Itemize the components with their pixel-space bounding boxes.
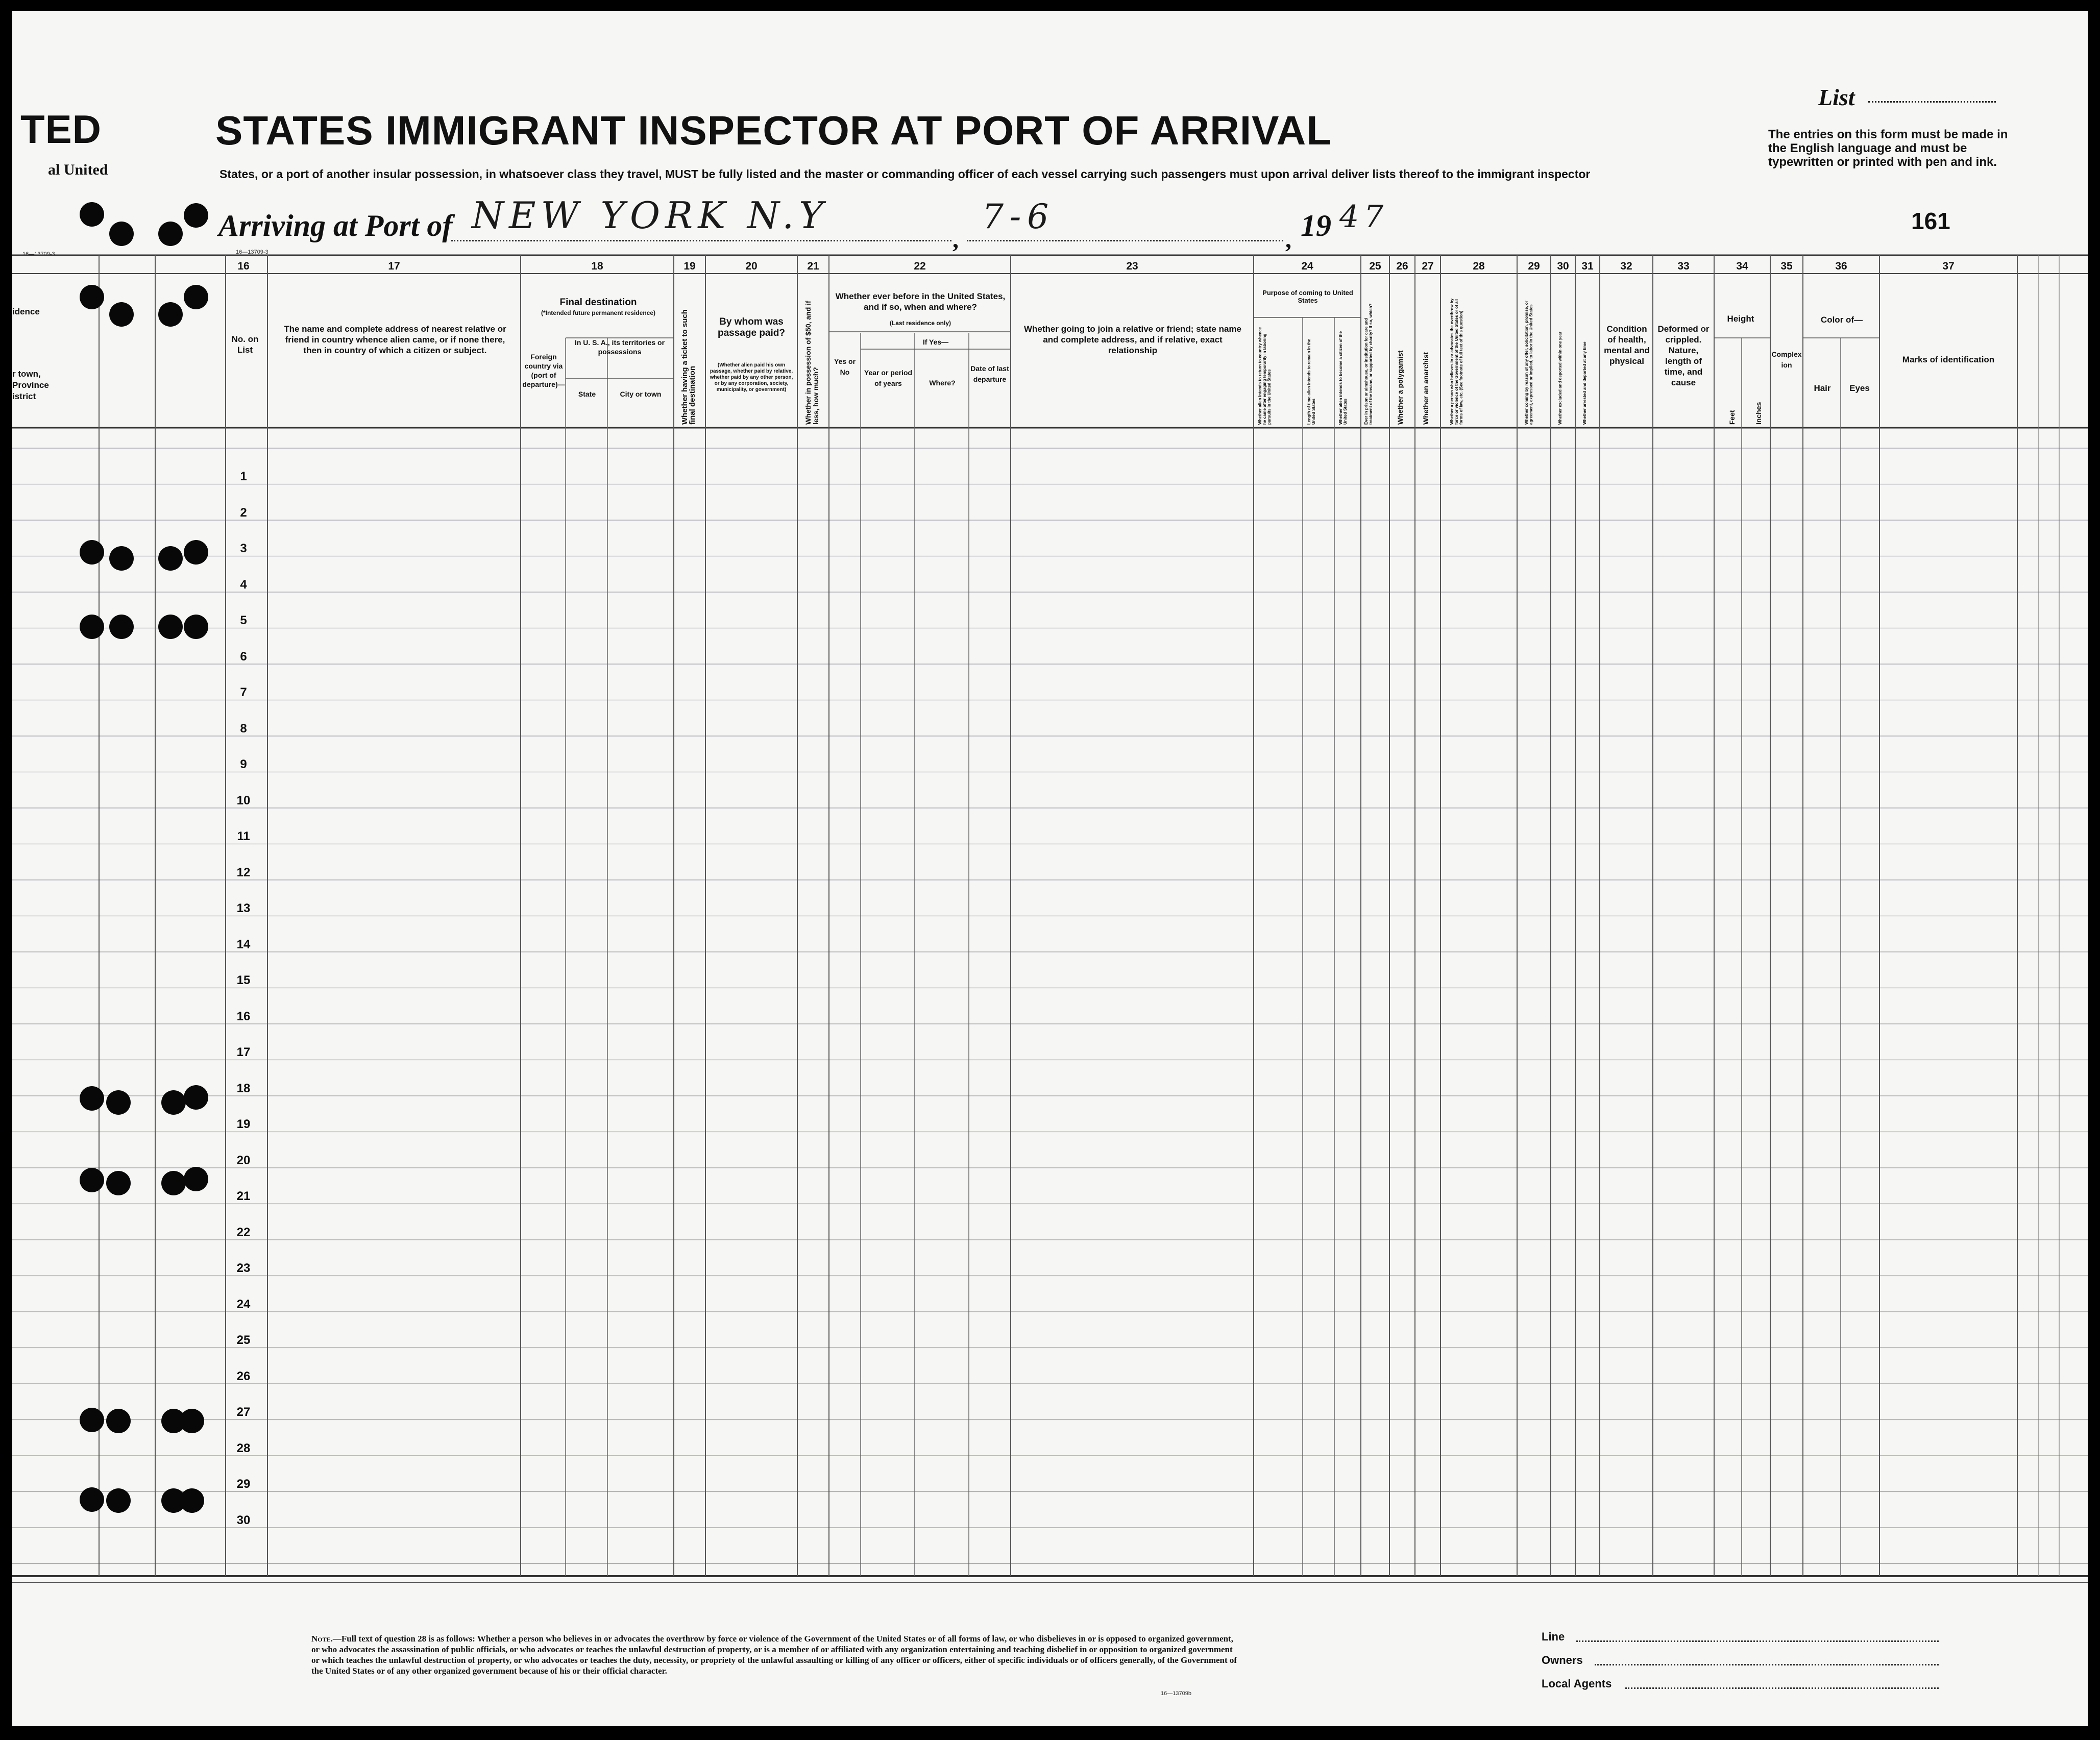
header-labor-offer: Whether coming by reason of any offer, solicitation, promise, or agreement, expressed or implied, to labor in the United States [1524,301,1533,425]
footer-form-code: 16—13709b [1161,1690,1191,1697]
col-num-21: 21 [807,260,819,272]
col-num-25: 25 [1369,260,1381,272]
row-number: 9 [240,757,247,771]
row-number: 13 [236,901,251,915]
header-year-or-period: Year or period of years [864,369,913,387]
punch-hole [80,1168,104,1192]
row-number: 2 [240,505,247,520]
punch-hole [109,546,134,571]
date-field-line [967,240,1283,241]
header-q28: Whether a person who believes in or advocates the overthrow by force or violence of the Government of the United States or of all forms of law, etc. (See footnote of full text of this question) [1450,298,1463,425]
col-num-22: 22 [914,260,926,272]
col-num-33: 33 [1677,260,1690,272]
row-number: 3 [240,542,247,555]
date-handwritten-entry[interactable]: 7-6 [982,197,1055,236]
col-num-24: 24 [1301,260,1313,272]
local-agents-field[interactable] [1625,1687,1939,1689]
owners-field[interactable] [1595,1664,1939,1665]
row-number: 15 [236,973,251,987]
row-number: 25 [236,1333,251,1347]
punch-hole [80,1487,104,1512]
punch-hole [184,615,208,639]
col-num-30: 30 [1557,260,1569,272]
punch-hole [184,540,208,565]
form-instructions: The entries on this form must be made in the English language and must be typewritten or printed with pen and ink. [1768,128,2008,169]
col-num-19: 19 [683,260,696,272]
punch-hole [109,302,134,327]
list-label: List [1818,84,1855,110]
header-in-usa: In U. S. A., its territories or possessions [574,338,665,356]
punch-hole [180,1488,204,1513]
header-no-on-list: No. on List [231,334,259,355]
punch-hole [106,1488,131,1513]
header-passage-paid-note: (Whether alien paid his own passage, whether paid by relative, whether paid by any other person, or by any corporation, society, municipality, or government) [710,362,793,393]
header-join-relative: Whether going to join a relative or friend; state name and complete address, and if relative, exact relationship [1023,324,1241,355]
comma-separator-2: , [1285,226,1291,253]
col-num-29: 29 [1528,260,1540,272]
punch-hole [158,615,183,639]
header-marks-identification: Marks of identification [1902,355,1995,364]
row-number: 28 [236,1441,251,1455]
col-num-37: 37 [1942,260,1955,272]
form-code-left: 16—13709-3 [22,251,55,257]
col-num-20: 20 [745,260,758,272]
col-num-34: 34 [1736,260,1748,272]
punch-hole [109,615,134,639]
port-field-line [451,240,951,241]
punch-hole [184,1167,208,1191]
header-purpose-citizen: Whether alien intends to become a citizen of the United States [1338,331,1348,425]
header-purpose-return: Whether alien intends to return to country whence he came after engaging temporarily in laboring pursuits in the United States [1258,327,1272,425]
punch-hole [184,285,208,309]
district-fragment-header: istrict [12,391,36,401]
header-final-destination-note: (*Intended future permanent residence) [541,309,656,316]
col-num-35: 35 [1780,260,1793,272]
punch-hole [80,615,104,639]
header-purpose: Purpose of coming to United States [1262,289,1353,304]
header-eyes: Eyes [1849,383,1870,393]
punch-hole [106,1090,131,1115]
punch-hole [80,285,104,309]
row-number: 1 [240,470,247,483]
header-complexion: Complexion [1771,350,1802,369]
row-number: 22 [236,1225,251,1239]
header-deformed: Deformed or crippled. Nature, length of time, and cause [1657,324,1710,387]
row-number: 29 [236,1477,251,1491]
header-anarchist: Whether an anarchist [1422,352,1430,425]
punch-hole [184,1085,208,1110]
town-fragment-header: r town, [12,369,41,379]
header-ever-before: Whether ever before in the United States, and if so, when and where? [835,291,1006,312]
footer-note-lead: Note. [311,1634,333,1644]
header-yes-or-no: Yes or No [834,357,856,376]
header-last-residence: (Last residence only) [889,320,951,327]
row-number: 26 [236,1369,251,1383]
row-number: 7 [240,685,247,699]
footer-note [311,1633,1240,1676]
punch-hole [80,202,104,227]
punch-hole [158,546,183,571]
row-number: 30 [236,1513,251,1527]
row-number: 20 [236,1153,251,1167]
year-printed: 19 [1301,209,1331,242]
col-num-23: 23 [1126,260,1138,272]
header-hair: Hair [1814,383,1831,393]
punch-hole [180,1409,204,1433]
row-number: 24 [236,1297,251,1311]
header-height: Height [1727,314,1754,324]
punch-hole [109,222,134,246]
punch-hole [158,302,183,327]
residence-fragment-header: idence [12,307,40,316]
row-number: 18 [236,1081,251,1095]
row-number: 23 [236,1261,251,1275]
fragment-subtitle: al United [48,161,108,178]
header-feet: Feet [1728,410,1736,425]
header-inches: Inches [1754,402,1763,425]
punch-hole [106,1409,131,1433]
header-ticket: Whether having a ticket to such final destination [680,309,697,425]
header-date-last-departure: Date of last departure [970,364,1009,383]
port-handwritten-entry[interactable]: NEW YORK N.Y [472,194,828,237]
header-where: Where? [929,379,956,387]
punch-hole [80,1086,104,1111]
header-nearest-relative: The name and complete address of nearest relative or friend in country whence alien came, or if none there, then in country of which a citizen or subject. [284,324,506,355]
row-number: 19 [236,1117,251,1131]
punch-hole [161,1171,186,1195]
row-number: 10 [236,793,251,807]
row-number: 27 [236,1405,251,1419]
col-num-27: 27 [1422,260,1434,272]
row-number: 21 [236,1189,251,1203]
punch-hole [161,1090,186,1115]
fragment-title: TED [20,107,102,152]
comma-separator: , [953,226,959,253]
header-color-of: Color of— [1820,315,1863,325]
row-number: 17 [236,1045,251,1059]
form-code-mid: 16—13709-3 [236,249,268,255]
row-number: 8 [240,721,247,736]
punch-hole [184,203,208,228]
col-num-32: 32 [1620,260,1632,272]
header-prison: Ever in prison or almshouse, or institution for care and treatment of the insane, or supported by charity? If so, which? [1364,303,1373,425]
header-if-yes: If Yes— [922,338,949,346]
header-final-destination: Final destination [559,297,637,308]
header-fifty-dollars: Whether in possession of $50, and if less, how much? [804,301,820,425]
punch-hole [80,1408,104,1432]
row-number: 16 [236,1009,251,1023]
province-fragment-header: Province [12,380,49,390]
punch-hole [158,222,183,246]
row-number: 6 [240,649,247,664]
row-number: 14 [236,937,251,951]
col-num-16: 16 [237,260,250,272]
row-number: 11 [237,829,250,843]
punch-hole [80,540,104,565]
header-health: Condition of health, mental and physical [1604,324,1650,366]
col-num-36: 36 [1835,260,1847,272]
header-deported: Whether arrested and deported at any time [1582,341,1587,425]
year-handwritten-entry[interactable]: 47 [1339,199,1389,235]
row-number: 4 [240,577,247,592]
header-city-or-town: City or town [620,390,662,398]
manifest-sheet [12,11,2088,1726]
line-field[interactable] [1576,1640,1939,1642]
col-num-26: 26 [1396,260,1408,272]
header-polygamist: Whether a polygamist [1396,350,1404,425]
page-title: STATES IMMIGRANT INSPECTOR AT PORT OF ARRIVAL [215,108,1332,153]
owners-label: Owners [1542,1654,1583,1667]
header-state: State [578,390,596,398]
row-number: 12 [236,865,251,879]
list-number-field[interactable] [1868,101,1996,103]
col-num-31: 31 [1581,260,1594,272]
header-excluded: Whether excluded and deported within one year [1558,331,1562,425]
page-subtitle: States, or a port of another insular possession, in whatsoever class they travel, MUST be fully listed and the master or commanding officer of each vessel carrying such passengers must upon arrival deliver lists thereof to the immigrant inspector [219,167,1591,181]
arriving-label: Arriving at Port of [218,209,453,242]
header-purpose-length: Length of time alien intends to remain in the United States [1307,338,1316,425]
row-number: 5 [240,614,247,627]
footer-note-text: —Full text of question 28 is as follows: Whether a person who believes in or advocates the overthrow by force or violence of the Government of the United States or of all forms of law, or who disbelieves in or is opposed to organized government, or who advocates the assassination of public officials, or who advocates or teaches the unlawful destruction of property, or is a member of or affiliated with any organization entertaining and teaching disbelief in or opposition to organized government or which teaches the unlawful destruction of property, or who advocates or teaches the duty, necessity, or propriety of the unlawful assaulting or killing of any officer or officers, either of specific individuals or of officers generally, of the Government of the United States or of any other organized government because of his or their official character. [311,1634,1237,1676]
page-number: 161 [1911,208,1950,234]
col-num-18: 18 [591,260,603,272]
header-passage-paid: By whom was passage paid? [718,316,785,338]
col-num-28: 28 [1473,260,1485,272]
line-label: Line [1542,1630,1565,1643]
header-foreign-country: Foreign country via (port of departure)— [522,353,565,388]
punch-hole [106,1171,131,1195]
local-agents-label: Local Agents [1542,1677,1612,1690]
col-num-17: 17 [388,260,400,272]
